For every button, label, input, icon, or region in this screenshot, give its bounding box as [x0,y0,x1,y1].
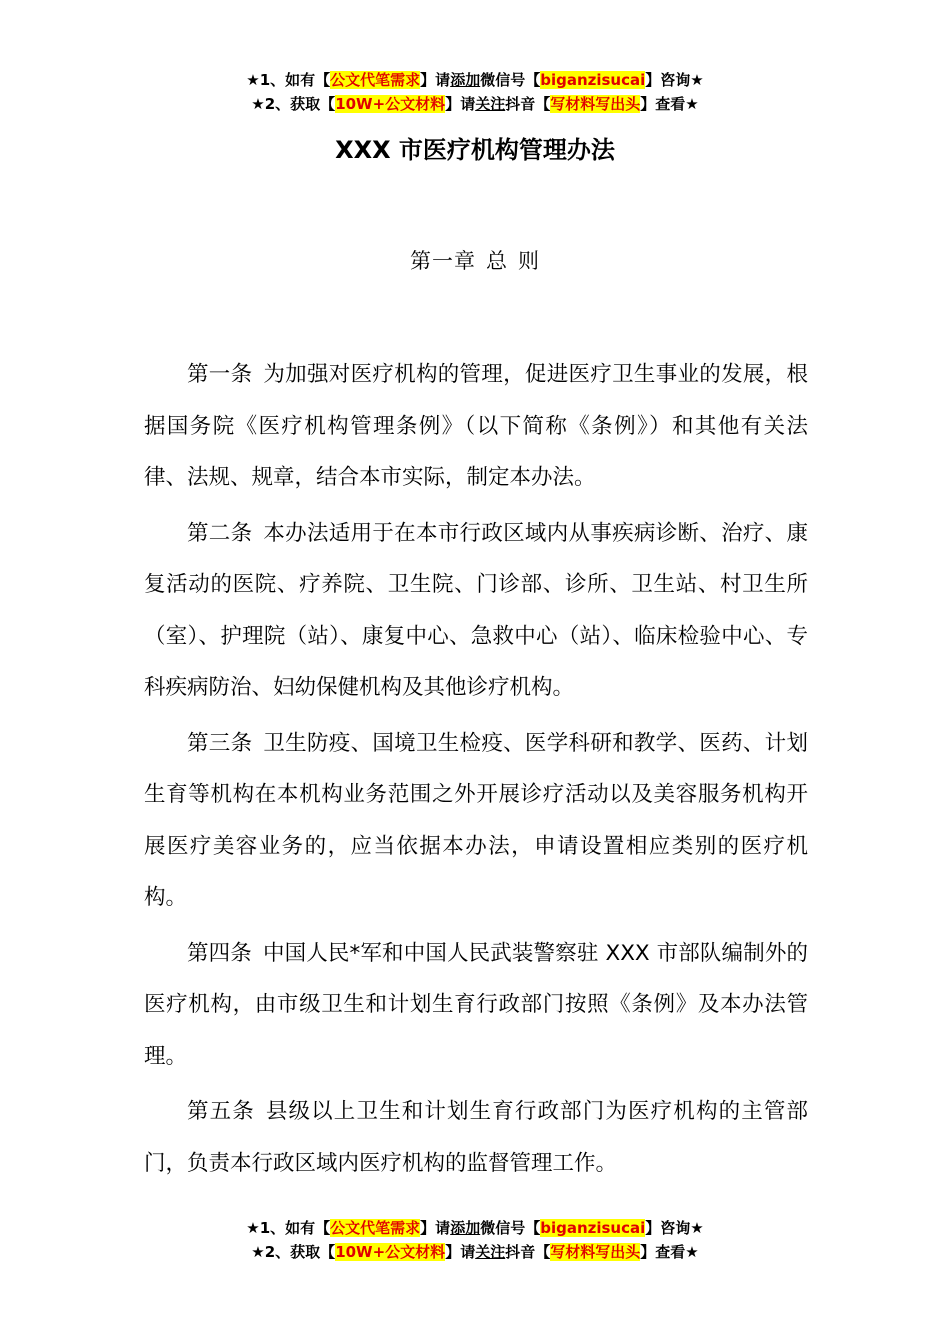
article-number: 第四条 [187,940,252,966]
promo-underline-follow: 关注 [475,95,506,113]
document-title: XXX 市医疗机构管理办法 [335,136,615,164]
promo-highlight-service: 公文代笔需求 [330,1219,421,1237]
promo-highlight-douyin: 写材料写出头 [550,95,641,113]
promo-text: ★2、获取【 [251,1243,336,1261]
article-text: 卫生防疫、国境卫生检疫、医学科研和教学、医药、计划生育等机构在本机构业务范围之外开展诊疗活动以及美容服务机构开展医疗美容业务的，应当依据本办法，申请设置相应类别的医疗机构。 [144,730,808,910]
promo-text: 】请 [420,1219,451,1237]
promo-line-2 [0,1240,950,1264]
promo-text: 】查看★ [640,95,699,113]
article-text: 为加强对医疗机构的管理，促进医疗卫生事业的发展，根据国务院《医疗机构管理条例》（以下简称《条例》）和其他有关法律、法规、规章，结合本市实际，制定本办法。 [144,362,808,490]
article-3 [144,718,808,924]
promo-underline-follow: 关注 [475,1243,506,1261]
promo-highlight-service: 公文代笔需求 [330,71,421,89]
promo-text: 】请 [445,1243,476,1261]
promo-text: 】咨询★ [645,71,704,89]
promo-underline-add: 添加 [450,71,481,89]
top-promo-banner [0,68,950,116]
promo-text: 抖音【 [505,95,551,113]
article-5 [144,1086,808,1189]
promo-highlight-materials: 10W+公文材料 [335,95,446,113]
promo-underline-add: 添加 [450,1219,481,1237]
article-number: 第三条 [187,730,253,756]
article-text: 县级以上卫生和计划生育行政部门为医疗机构的主管部门，负责本行政区域内医疗机构的监督管理工作。 [144,1099,808,1176]
promo-text: 】请 [420,71,451,89]
promo-line-1 [0,1216,950,1240]
article-text: 中国人民*军和中国人民武装警察驻 XXX 市部队编制外的医疗机构，由市级卫生和计划生育行政部门按照《条例》及本办法管理。 [144,940,808,1069]
chapter-title-char: 总 [486,249,508,273]
document-body [144,349,808,1189]
promo-text: 】查看★ [640,1243,699,1261]
article-number: 第二条 [187,520,253,546]
promo-text: 】咨询★ [645,1219,704,1237]
promo-text: ★1、如有【 [246,1219,331,1237]
chapter-title-char: 则 [518,249,540,273]
bottom-promo-banner [0,1216,950,1264]
promo-highlight-wechat-id: biganzisucai [540,1219,646,1237]
promo-text: 】请 [445,95,476,113]
article-number: 第一条 [187,362,253,387]
promo-text: 微信号【 [480,1219,541,1237]
promo-text: 微信号【 [480,71,541,89]
promo-highlight-materials: 10W+公文材料 [335,1243,446,1261]
article-text: 本办法适用于在本市行政区域内从事疾病诊断、治疗、康复活动的医院、疗养院、卫生院、门诊部、诊所、卫生站、村卫生所（室）、护理院（站）、康复中心、急救中心（站）、临床检验中心、专科疾病防治、妇幼保健机构及其他诊疗机构。 [144,520,808,700]
promo-text: ★1、如有【 [246,71,331,89]
promo-highlight-douyin: 写材料写出头 [550,1243,641,1261]
promo-line-1 [0,68,950,92]
article-1 [144,349,808,504]
article-2 [144,508,808,714]
promo-text: ★2、获取【 [251,95,336,113]
chapter-heading [0,244,950,278]
article-4 [144,928,808,1083]
promo-text: 抖音【 [505,1243,551,1261]
promo-line-2 [0,92,950,116]
promo-highlight-wechat-id: biganzisucai [540,71,646,89]
chapter-number: 第一章 [410,249,476,273]
article-number: 第五条 [187,1099,255,1124]
